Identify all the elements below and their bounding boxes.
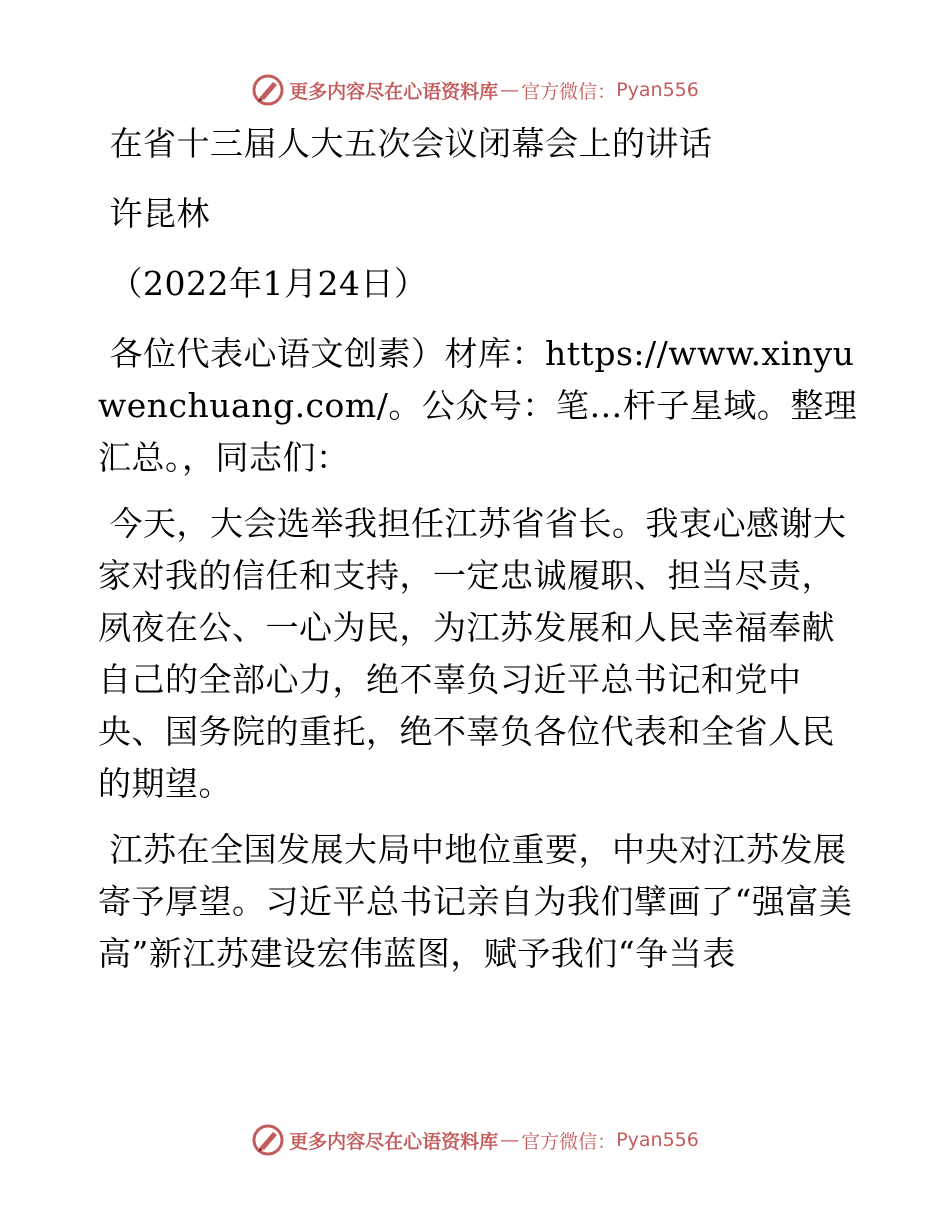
watermark-wechat-label: 官方微信： [521,1130,617,1153]
watermark-text: 更多内容尽在心语资料库 [289,80,499,103]
watermark-separator: — [500,79,520,101]
document-body [98,118,858,994]
header-watermark [0,70,950,110]
document-author: 许昆林 [109,194,211,233]
paragraph-1: 各位代表心语文创素）材库：https://www.xinyuwenchuang.com/。公众号：笔…杆子星域。整理汇总。，同志们： [98,334,858,477]
watermark-separator: — [500,1129,520,1151]
watermark-text: 更多内容尽在心语资料库 [289,1130,499,1153]
watermark-wechat-label: 官方微信： [521,80,617,103]
footer-watermark [0,1120,950,1160]
paragraph-2: 今天，大会选举我担任江苏省省长。我衷心感谢大家对我的信任和支持，一定忠诚履职、担当尽责，夙夜在公、一心为民，为江苏发展和人民幸福奉献自己的全部心力，绝不辜负习近平总书记和党中央、国务院的重托，绝不辜负各位代表和全省人民的期望。 [98,504,847,803]
document-date: （2022年1月24日） [109,264,428,303]
pen-logo-icon [251,1123,285,1157]
paragraph-3: 江苏在全国发展大局中地位重要，中央对江苏发展寄予厚望。习近平总书记亲自为我们擘画了“强富美高”新江苏建设宏伟蓝图，赋予我们“争当表 [98,830,853,973]
pen-logo-icon [251,73,285,107]
watermark-wechat-id: Pyan556 [616,79,699,101]
watermark-wechat-id: Pyan556 [616,1129,699,1151]
document-title: 在省十三届人大五次会议闭幕会上的讲话 [109,124,713,163]
